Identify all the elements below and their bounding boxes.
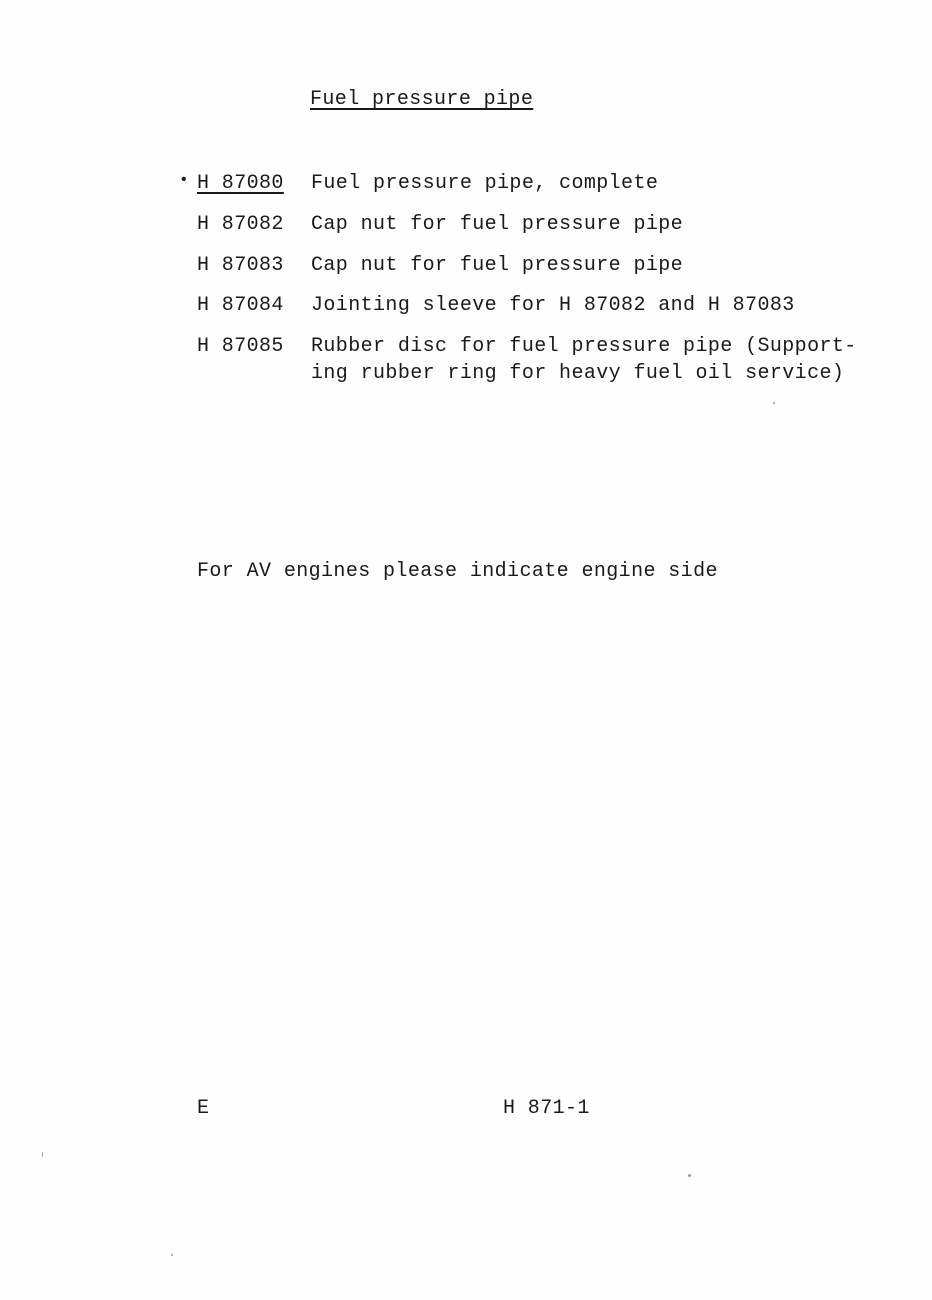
part-code: H 87082	[197, 213, 284, 236]
part-code: H 87080	[197, 172, 284, 195]
scan-speck	[773, 402, 775, 404]
part-description: Cap nut for fuel pressure pipe	[311, 213, 684, 236]
part-code: H 87084	[197, 294, 284, 317]
bullet-marker-icon: •	[179, 171, 190, 189]
part-code: H 87085	[197, 335, 284, 358]
part-description: Jointing sleeve for H 87082 and H 87083	[311, 294, 795, 317]
footer-language-code: E	[197, 1097, 210, 1120]
part-description: Cap nut for fuel pressure pipe	[311, 254, 684, 277]
part-description: Fuel pressure pipe, complete	[311, 172, 659, 195]
part-code: H 87083	[197, 254, 284, 277]
engine-side-note: For AV engines please indicate engine side	[197, 560, 718, 583]
scan-speck	[42, 1152, 43, 1157]
part-description: Rubber disc for fuel pressure pipe (Support- ing rubber ring for heavy fuel oil service)	[311, 335, 857, 385]
scan-speck	[171, 1254, 173, 1256]
footer-page-code: H 871-1	[503, 1097, 590, 1120]
scan-speck	[688, 1174, 691, 1177]
page-title: Fuel pressure pipe	[310, 88, 534, 111]
